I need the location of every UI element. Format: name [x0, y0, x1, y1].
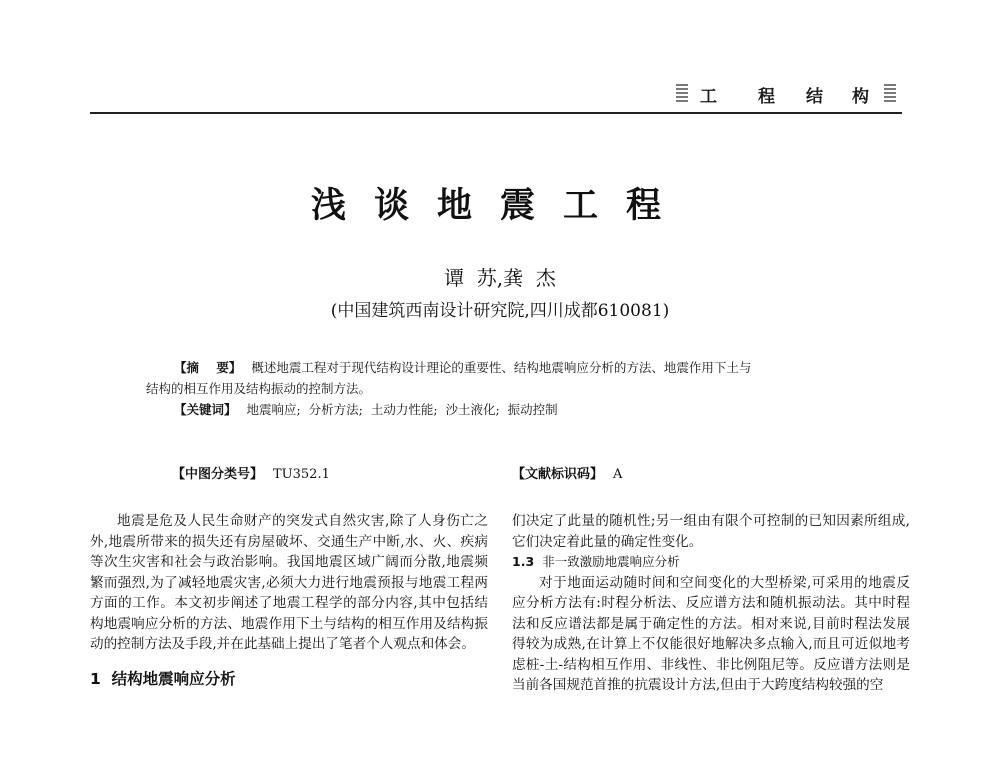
abstract-label: 【摘 要】 [174, 360, 242, 375]
doc-code-value: A [613, 467, 623, 482]
keywords-text: 地震响应; 分析方法; 土动力性能; 沙土液化; 振动控制 [246, 402, 558, 417]
abstract-line-1 [146, 357, 866, 378]
header-rule [90, 112, 902, 114]
subsection-number: 1.3 [512, 554, 535, 569]
subsection-title: 非一致激励地震响应分析 [542, 554, 680, 569]
paper-title: 浅谈地震工程 [310, 186, 689, 226]
paper-authors: 谭 苏,龚 杰 [444, 266, 556, 290]
right-column [512, 511, 910, 696]
abstract-line-2 [146, 378, 866, 399]
subsection-1-3-heading [512, 552, 910, 573]
clc-line [172, 463, 330, 482]
intro-paragraph: 地震是危及人民生命财产的突发式自然灾害,除了人身伤亡之外,地震所带来的损失还有房屋破坏、交通生产中断,水、火、疾病等次生灾害和社会与政治影响。我国地震区域广阔而分散,地震频繁而强烈,为了减轻地震灾害,必须大力进行地震预报与地震工程两方面的工作。本文初步阐述了地震工程学的部分内容,其中包括结构地震响应分析的方法、地震作用下土与结构的相互作用及结构振动的控制方法及手段,并在此基础上提出了笔者个人观点和体会。 [90, 513, 488, 652]
keywords-label: 【关键词】 [174, 402, 237, 417]
clc-label: 【中图分类号】 [172, 467, 264, 482]
abstract-block [146, 357, 866, 420]
left-column [90, 511, 488, 689]
right-paragraph-1: 们决定了此量的随机性;另一组由有限个可控制的已知因素所组成,它们决定着此量的确定性变化。 [512, 513, 910, 550]
running-header-char-2: 程 [758, 87, 777, 107]
paper-affiliation: (中国建筑西南设计研究院,四川成都610081) [330, 301, 670, 321]
running-header-char-3: 结 [806, 87, 825, 107]
decorative-mark-icon [676, 84, 688, 102]
running-header-char-4: 构 [852, 87, 871, 107]
right-paragraph-2: 对于地面运动随时间和空间变化的大型桥梁,可采用的地震反应分析方法有:时程分析法、反应谱方法和随机振动法。其中时程法和反应谱法都是属于确定性的方法。相对来说,目前时程法发展得较为成熟,在计算上不仅能很好地解决多点输入,而且可近似地考虑桩-土-结构相互作用、非线性、非比例阻尼等。反应谱方法则是当前各国规范首推的抗震设计方法,但由于大跨度结构较强的空 [512, 574, 910, 693]
abstract-text-1: 概述地震工程对于现代结构设计理论的重要性、结构地震响应分析的方法、地震作用下土与 [251, 360, 752, 375]
abstract-text-2: 结构的相互作用及结构振动的控制方法。 [146, 381, 372, 396]
running-header-char-1: 工 [700, 87, 719, 107]
clc-value: TU352.1 [273, 467, 330, 482]
doc-code-label: 【文献标识码】 [512, 467, 604, 482]
doc-code-line [512, 463, 622, 482]
running-header [676, 82, 902, 106]
section-1-heading: 1 结构地震响应分析 [90, 669, 236, 688]
keywords-line [146, 399, 866, 420]
decorative-mark-icon [884, 84, 896, 102]
